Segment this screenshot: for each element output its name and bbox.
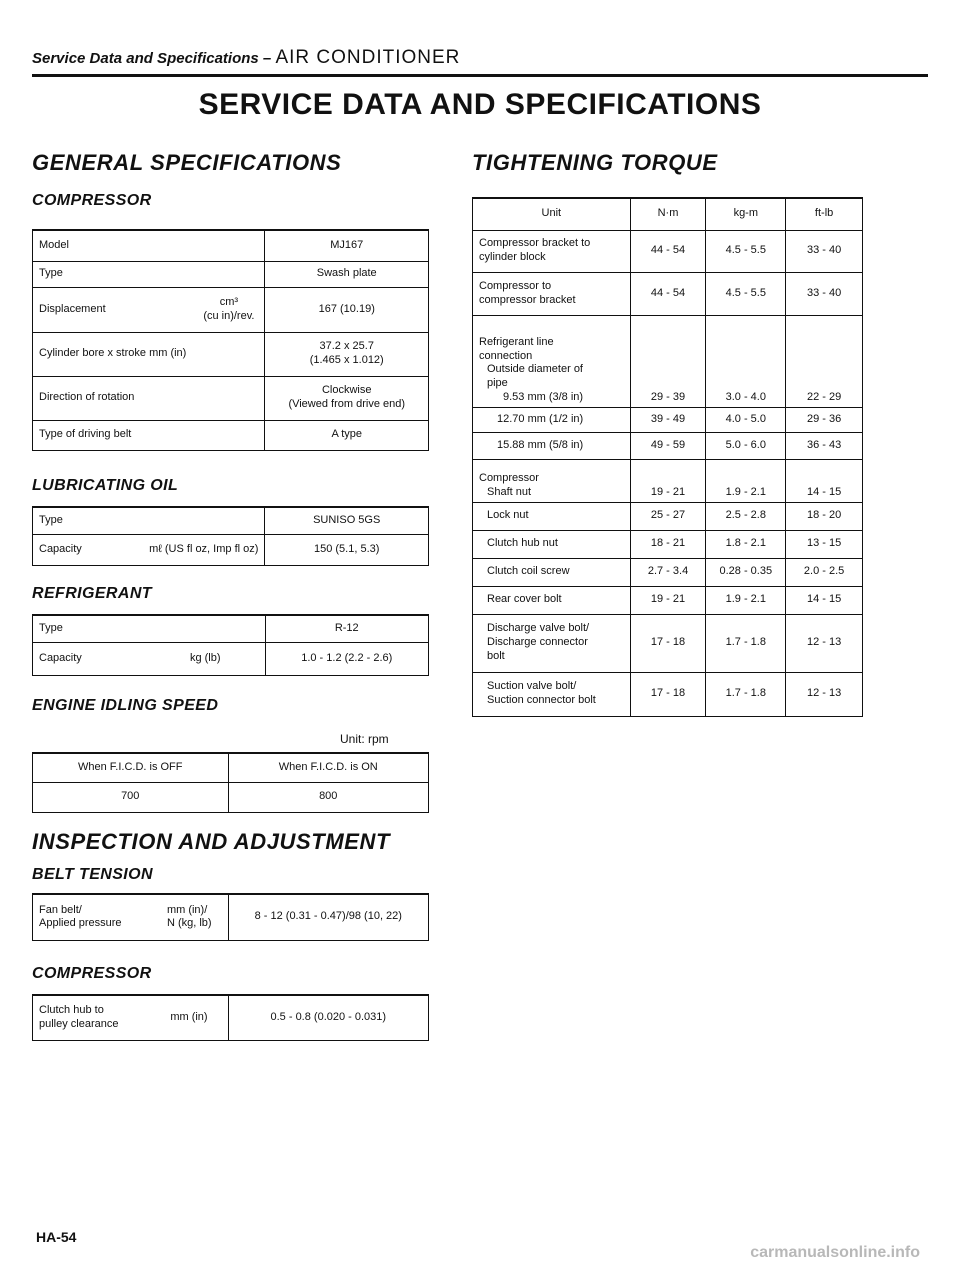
row-label: Displacement [39, 302, 106, 315]
row-label: Refrigerant line [479, 335, 554, 348]
row-value: SUNISO 5GS [265, 507, 429, 534]
refrigerant-table [32, 614, 429, 676]
table-row [473, 530, 863, 558]
row-label-cell [33, 642, 266, 675]
row-label-cell [33, 995, 229, 1040]
row-label: pulley clearance [39, 1017, 119, 1030]
row-label: connection [479, 349, 533, 362]
general-specs-heading: GENERAL SPECIFICATIONS [32, 150, 342, 175]
row-value: (1.465 x 1.012) [309, 354, 384, 366]
row-value-cell [265, 332, 429, 376]
kgm-value: 2.5 - 2.8 [706, 502, 786, 530]
inspection-heading: INSPECTION AND ADJUSTMENT [32, 829, 391, 854]
row-label: 9.53 mm (3/8 in) [503, 390, 584, 403]
ftlb-value: 2.0 - 2.5 [786, 558, 863, 586]
ftlb-value: 22 - 29 [786, 315, 863, 407]
row-value: 800 [228, 782, 429, 812]
page-number: HA-54 [36, 1229, 77, 1245]
col-header: kg-m [706, 198, 786, 230]
row-value: 700 [33, 782, 229, 812]
table-row [33, 420, 429, 450]
row-label: Direction of rotation [33, 376, 265, 420]
row-label: Shaft nut [487, 485, 532, 498]
nm-value: 49 - 59 [630, 432, 706, 459]
row-unit: cm³ [219, 295, 239, 308]
torque-table [472, 197, 863, 717]
row-label-cell [473, 459, 631, 502]
nm-value: 44 - 54 [630, 272, 706, 315]
row-unit: mm (in) [149, 347, 187, 360]
row-label-cell [33, 534, 265, 565]
row-unit: mm (in)/ [166, 903, 208, 916]
table-row [473, 407, 863, 432]
belt-tension-heading: BELT TENSION [32, 866, 153, 883]
row-label: cylinder block [479, 251, 546, 263]
table-row [33, 376, 429, 420]
kgm-value: 4.0 - 5.0 [706, 407, 786, 432]
nm-value: 39 - 49 [630, 407, 706, 432]
nm-value: 19 - 21 [630, 459, 706, 502]
table-row [33, 261, 429, 287]
page-header [32, 48, 928, 77]
table-row [473, 459, 863, 502]
row-label: Applied pressure [39, 917, 122, 930]
row-value: 150 (5.1, 5.3) [265, 534, 429, 565]
row-label: Compressor bracket to [479, 237, 591, 250]
table-row [33, 615, 429, 642]
table-row [33, 230, 429, 261]
row-value: 1.0 - 1.2 (2.2 - 2.6) [265, 642, 428, 675]
row-value: MJ167 [265, 230, 429, 261]
ftlb-value: 18 - 20 [786, 502, 863, 530]
ftlb-value: 29 - 36 [786, 407, 863, 432]
page-title: SERVICE DATA AND SPECIFICATIONS [198, 88, 762, 121]
row-unit: mℓ (US fl oz, Imp fl oz) [149, 542, 259, 555]
table-row [33, 534, 429, 565]
table-row [33, 995, 429, 1040]
row-label-cell [33, 894, 229, 940]
table-row [473, 272, 863, 315]
row-value: R-12 [265, 615, 428, 642]
compressor-heading: COMPRESSOR [32, 192, 152, 209]
row-label: compressor bracket [479, 293, 576, 306]
ftlb-value: 14 - 15 [786, 586, 863, 614]
table-row [473, 672, 863, 716]
row-value: 8 - 12 (0.31 - 0.47)/98 (10, 22) [228, 894, 428, 940]
table-row [33, 782, 429, 812]
col-header: Unit [473, 198, 631, 230]
ftlb-value: 33 - 40 [786, 230, 863, 272]
table-header-row [473, 198, 863, 230]
header-chapter: AIR CONDITIONER [275, 47, 461, 68]
row-label: Suction valve bolt/ [487, 680, 577, 693]
row-label: Capacity [39, 542, 82, 555]
row-label-cell [473, 315, 631, 407]
row-value: 37.2 x 25.7 [319, 340, 374, 353]
belt-tension-table [32, 893, 429, 941]
row-unit: mm (in) [170, 1010, 208, 1023]
row-label: Rear cover bolt [473, 586, 631, 614]
row-label: Compressor to [479, 279, 552, 292]
row-label: 12.70 mm (1/2 in) [473, 407, 631, 432]
table-row [473, 558, 863, 586]
table-row [33, 642, 429, 675]
row-label: Lock nut [473, 502, 631, 530]
row-label: Fan belt/ [39, 903, 82, 916]
idling-table [32, 752, 429, 813]
row-value: Swash plate [265, 261, 429, 287]
row-label: Cylinder bore x stroke [39, 347, 146, 360]
ftlb-value: 14 - 15 [786, 459, 863, 502]
table-row [473, 432, 863, 459]
table-row [33, 507, 429, 534]
row-label-cell [473, 272, 631, 315]
row-label-cell [33, 287, 265, 332]
row-label: Type of driving belt [33, 420, 265, 450]
col-header: When F.I.C.D. is OFF [33, 753, 229, 782]
lubricating-oil-heading: LUBRICATING OIL [32, 477, 179, 494]
table-row [473, 586, 863, 614]
table-row [33, 332, 429, 376]
tightening-torque-heading: TIGHTENING TORQUE [472, 150, 718, 175]
kgm-value: 1.7 - 1.8 [706, 672, 786, 716]
table-row [473, 315, 863, 407]
kgm-value: 1.8 - 2.1 [706, 530, 786, 558]
table-row [473, 502, 863, 530]
nm-value: 29 - 39 [630, 315, 706, 407]
nm-value: 18 - 21 [630, 530, 706, 558]
ftlb-value: 12 - 13 [786, 672, 863, 716]
row-label: Outside diameter of [487, 363, 583, 376]
refrigerant-heading: REFRIGERANT [32, 585, 152, 602]
table-row [33, 894, 429, 940]
kgm-value: 0.28 - 0.35 [706, 558, 786, 586]
header-text [32, 47, 460, 69]
row-value: A type [265, 420, 429, 450]
row-label: Type [33, 615, 266, 642]
nm-value: 44 - 54 [630, 230, 706, 272]
row-label: Clutch hub nut [473, 530, 631, 558]
table-row [473, 230, 863, 272]
row-label: Compressor [479, 472, 539, 484]
row-label: Capacity [39, 651, 82, 664]
row-label: Clutch coil screw [473, 558, 631, 586]
row-label-cell [33, 332, 265, 376]
kgm-value: 1.9 - 2.1 [706, 586, 786, 614]
watermark: carmanualsonline.info [750, 1244, 920, 1261]
row-value: (Viewed from drive end) [288, 398, 406, 410]
col-header: N·m [630, 198, 706, 230]
row-unit: kg (lb) [189, 651, 221, 664]
idling-unit: Unit: rpm [340, 732, 389, 746]
table-row [473, 614, 863, 672]
row-label-cell [473, 672, 631, 716]
table-row [33, 287, 429, 332]
row-label-cell [473, 230, 631, 272]
inspection-compressor-heading: COMPRESSOR [32, 965, 152, 982]
row-label: Model [33, 230, 265, 261]
row-value: 167 (10.19) [265, 287, 429, 332]
row-label: pipe [487, 377, 508, 389]
row-label: Type [33, 507, 265, 534]
row-unit: N (kg, lb) [166, 917, 212, 930]
row-label: Discharge connector [487, 636, 588, 649]
ftlb-value: 33 - 40 [786, 272, 863, 315]
nm-value: 2.7 - 3.4 [630, 558, 706, 586]
nm-value: 17 - 18 [630, 614, 706, 672]
row-label: 15.88 mm (5/8 in) [473, 432, 631, 459]
row-label-cell [473, 614, 631, 672]
row-value-cell [265, 376, 429, 420]
ftlb-value: 36 - 43 [786, 432, 863, 459]
row-value: Clockwise [321, 384, 372, 397]
ftlb-value: 13 - 15 [786, 530, 863, 558]
kgm-value: 5.0 - 6.0 [706, 432, 786, 459]
col-header: ft-lb [786, 198, 863, 230]
kgm-value: 1.7 - 1.8 [706, 614, 786, 672]
compressor-table [32, 229, 429, 451]
row-label: Type [33, 261, 265, 287]
kgm-value: 4.5 - 5.5 [706, 230, 786, 272]
ftlb-value: 12 - 13 [786, 614, 863, 672]
col-header: When F.I.C.D. is ON [228, 753, 429, 782]
idling-speed-heading: ENGINE IDLING SPEED [32, 697, 219, 714]
row-label: Discharge valve bolt/ [487, 622, 590, 635]
row-label: Suction connector bolt [487, 694, 596, 706]
table-row [33, 753, 429, 782]
header-section: Service Data and Specifications – [32, 50, 272, 67]
row-value: 0.5 - 0.8 (0.020 - 0.031) [228, 995, 428, 1040]
row-label: bolt [487, 649, 505, 662]
nm-value: 25 - 27 [630, 502, 706, 530]
kgm-value: 3.0 - 4.0 [706, 315, 786, 407]
kgm-value: 1.9 - 2.1 [706, 459, 786, 502]
nm-value: 19 - 21 [630, 586, 706, 614]
oil-table [32, 506, 429, 566]
row-unit: (cu in)/rev. [203, 309, 255, 322]
kgm-value: 4.5 - 5.5 [706, 272, 786, 315]
clutch-clearance-table [32, 994, 429, 1041]
row-label: Clutch hub to [39, 1004, 104, 1016]
nm-value: 17 - 18 [630, 672, 706, 716]
